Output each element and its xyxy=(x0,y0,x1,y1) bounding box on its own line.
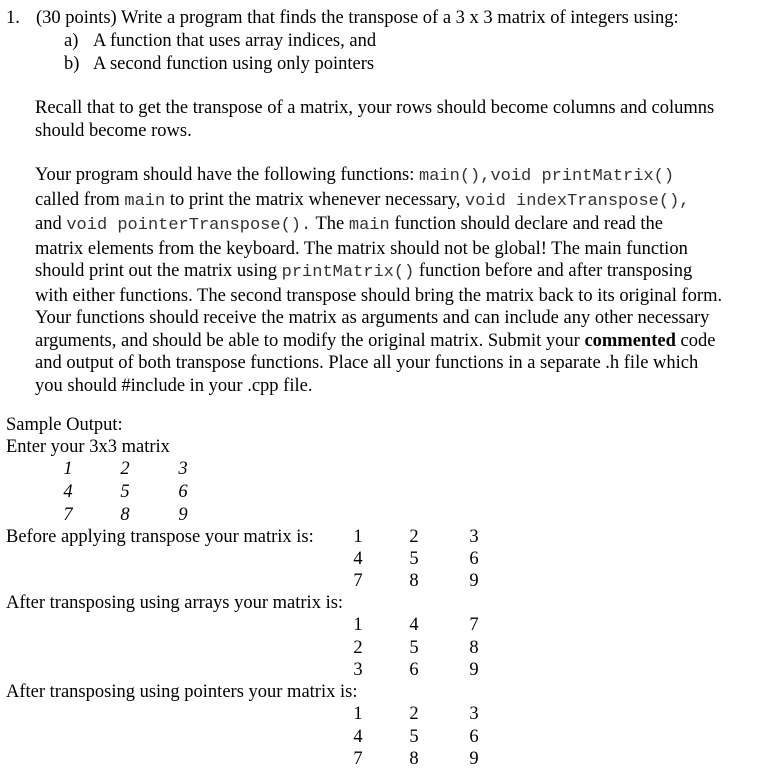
input-cell: 7 xyxy=(63,505,73,525)
matrix-cell: 6 xyxy=(469,727,479,747)
matrix-cell: 3 xyxy=(353,660,363,680)
matrix-cell: 1 xyxy=(353,527,363,547)
instructions-line-7: Your functions should receive the matrix as arguments and can include any other necessary xyxy=(35,308,710,328)
code-void-pointertranspose: void pointerTranspose(). xyxy=(66,216,312,235)
input-cell: 4 xyxy=(63,482,73,502)
instructions-line-5 xyxy=(35,260,765,285)
matrix-cell: 8 xyxy=(469,638,479,658)
input-cell: 1 xyxy=(63,459,73,479)
instructions-line-4: matrix elements from the keyboard. The matrix should not be global! The main function xyxy=(35,238,688,259)
matrix-cell: 4 xyxy=(353,549,363,569)
code-printmatrix-call: printMatrix() xyxy=(281,263,415,282)
l8-bold: commented xyxy=(584,330,676,351)
code-void-printmatrix: void printMatrix() xyxy=(490,167,675,186)
matrix-cell: 5 xyxy=(409,638,419,658)
part-a-text: A function that uses array indices, and xyxy=(93,31,377,51)
l3-c: function should declare and read the xyxy=(394,214,663,234)
matrix-cell: 7 xyxy=(469,615,479,635)
input-cell: 5 xyxy=(120,482,130,502)
part-a-label: a) xyxy=(64,31,79,51)
l5-b: function before and after transposing xyxy=(418,261,693,281)
recall-paragraph xyxy=(35,97,765,142)
instructions-line-1 xyxy=(35,164,765,189)
code-main: main xyxy=(124,191,166,211)
arrays-label: After transposing using arrays your matrix is: xyxy=(6,593,344,613)
l8-b: code xyxy=(680,330,716,351)
matrix-cell: 3 xyxy=(469,704,479,724)
instructions-paragraph xyxy=(35,164,765,397)
l3-b: The xyxy=(315,214,345,234)
question-number: 1. xyxy=(6,8,20,28)
l8-a: arguments, and should be able to modify the original matrix. Submit your xyxy=(35,330,580,351)
code-main-call: main() xyxy=(419,167,481,186)
matrix-cell: 5 xyxy=(409,727,419,747)
matrix-cell: 7 xyxy=(353,749,363,769)
question-header: (30 points) Write a program that finds the transpose of a 3 x 3 matrix of integers using: xyxy=(36,8,679,28)
l3-a: and xyxy=(35,214,62,234)
matrix-cell: 2 xyxy=(353,638,363,658)
matrix-cell: 7 xyxy=(353,571,363,591)
matrix-cell: 8 xyxy=(409,749,419,769)
l2-b: to print the matrix whenever necessary, xyxy=(169,189,461,210)
matrix-cell: 8 xyxy=(409,571,419,591)
matrix-cell: 6 xyxy=(469,549,479,569)
recall-line-1: Recall that to get the transpose of a matrix, your rows should become columns and columns xyxy=(35,98,715,118)
sample-output-title: Sample Output: xyxy=(6,415,123,435)
part-b-text: A second function using only pointers xyxy=(93,54,375,74)
instructions-line-3 xyxy=(35,213,765,238)
matrix-cell: 9 xyxy=(469,749,479,769)
input-cell: 9 xyxy=(178,505,188,525)
before-label: Before applying transpose your matrix is: xyxy=(6,527,314,547)
instructions-line-10: you should #include in your .cpp file. xyxy=(35,375,313,396)
input-cell: 8 xyxy=(120,505,130,525)
input-cell: 3 xyxy=(178,459,188,479)
pointers-label: After transposing using pointers your matrix is: xyxy=(6,682,358,702)
matrix-cell: 6 xyxy=(409,660,419,680)
instructions-line-6: with either functions. The second transpose should bring the matrix back to its original form. xyxy=(35,285,723,306)
code-void-indextranspose: void indexTranspose(), xyxy=(465,191,690,211)
matrix-cell: 9 xyxy=(469,660,479,680)
input-cell: 6 xyxy=(178,482,188,502)
comma: , xyxy=(480,167,491,186)
instructions-line-2 xyxy=(35,189,765,214)
matrix-cell: 5 xyxy=(409,549,419,569)
instructions-line-8 xyxy=(35,330,765,353)
instructions-line-9: and output of both transpose functions. Place all your functions in a separate .h file which xyxy=(35,353,699,373)
matrix-cell: 2 xyxy=(409,704,419,724)
matrix-cell: 1 xyxy=(353,704,363,724)
input-cell: 2 xyxy=(120,459,130,479)
l1-text: Your program should have the following functions: xyxy=(35,165,415,185)
matrix-cell: 9 xyxy=(469,571,479,591)
part-b-label: b) xyxy=(64,54,80,74)
matrix-cell: 2 xyxy=(409,527,419,547)
matrix-cell: 1 xyxy=(353,615,363,635)
recall-line-2: should become rows. xyxy=(35,120,192,141)
sample-prompt: Enter your 3x3 matrix xyxy=(6,437,170,457)
matrix-cell: 4 xyxy=(409,615,419,635)
l5-a: should print out the matrix using xyxy=(35,261,278,281)
l2-a: called from xyxy=(35,189,120,210)
matrix-cell: 4 xyxy=(353,727,363,747)
matrix-cell: 3 xyxy=(469,527,479,547)
code-main-2: main xyxy=(348,216,390,235)
